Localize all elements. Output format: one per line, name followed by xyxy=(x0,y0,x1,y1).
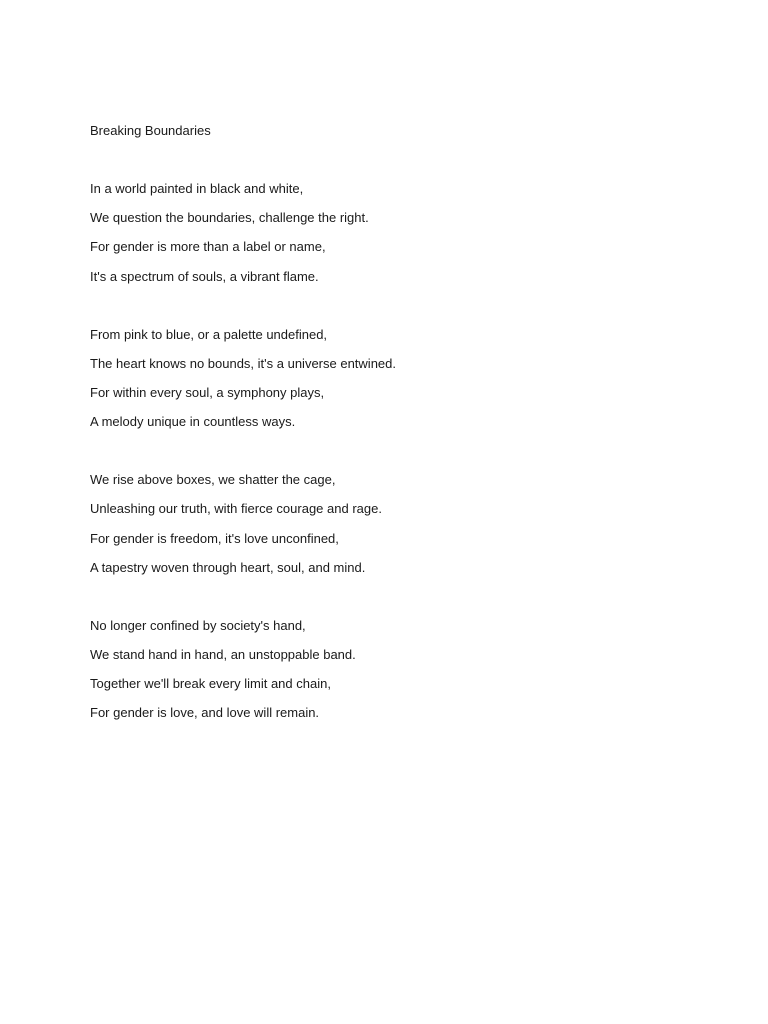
poem xyxy=(90,121,690,761)
poem-line: No longer confined by society's hand, xyxy=(90,617,306,633)
poem-line: We question the boundaries, challenge the right. xyxy=(90,210,369,226)
poem-line: For within every soul, a symphony plays, xyxy=(90,384,325,400)
poem-line: For gender is love, and love will remain. xyxy=(90,705,320,721)
poem-line: It's a spectrum of souls, a vibrant flame. xyxy=(90,268,319,284)
stanza-2 xyxy=(90,325,690,433)
poem-title: Breaking Boundaries xyxy=(90,123,211,138)
poem-line: We stand hand in hand, an unstoppable band. xyxy=(90,646,356,662)
stanza-1 xyxy=(90,179,690,287)
poem-line: We rise above boxes, we shatter the cage, xyxy=(90,472,336,488)
poem-line: Together we'll break every limit and chain, xyxy=(90,676,331,692)
poem-line: In a world painted in black and white, xyxy=(90,181,304,196)
stanza-4 xyxy=(90,616,690,724)
poem-line: A melody unique in countless ways. xyxy=(90,414,296,430)
poem-line: Unleashing our truth, with fierce courage and rage. xyxy=(90,501,382,517)
poem-line: The heart knows no bounds, it's a universe entwined. xyxy=(90,355,396,371)
poem-line: A tapestry woven through heart, soul, and mind. xyxy=(90,559,366,575)
stanza-3 xyxy=(90,470,690,578)
poem-line: From pink to blue, or a palette undefined, xyxy=(90,326,328,342)
poem-line: For gender is more than a label or name, xyxy=(90,239,326,255)
poem-line: For gender is freedom, it's love unconfined, xyxy=(90,530,339,546)
